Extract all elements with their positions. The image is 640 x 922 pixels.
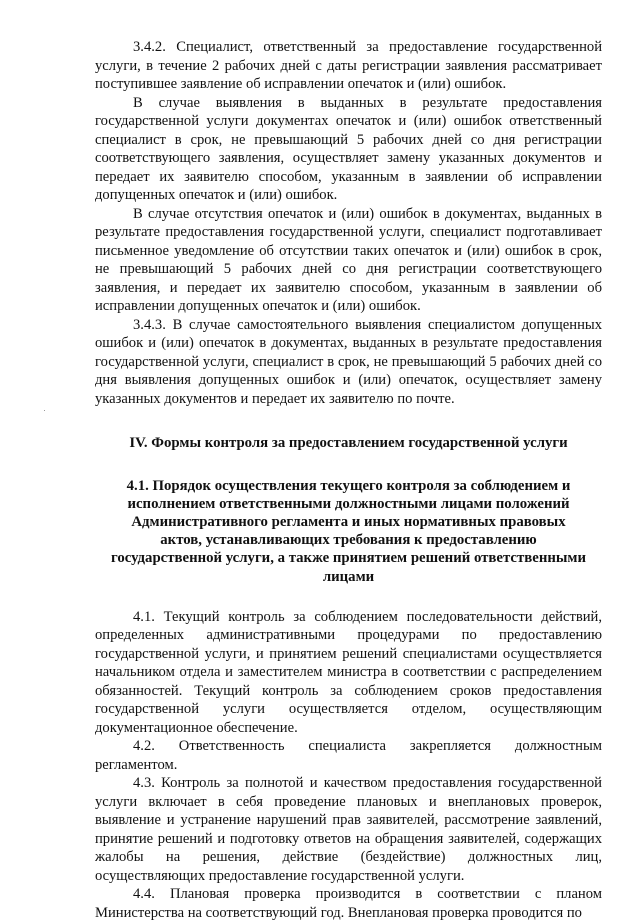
margin-mark [44, 410, 45, 411]
paragraph-4-4: 4.4. Плановая проверка производится в соответствии с планом Министерства на соответствующий год. Внеплановая проверка проводится по [95, 886, 602, 921]
section-title: IV. Формы контроля за предоставлением государственной услуги [129, 435, 568, 451]
paragraph-3-4-2: 3.4.2. Специалист, ответственный за предоставление государственной услуги, в течение 2 рабочих дней с даты регистрации заявления рассматривает поступившее заявление об исправлении опечаток и (или) ошибок. [95, 39, 602, 92]
paragraph-4-3: 4.3. Контроль за полнотой и качеством предоставления государственной услуги включает в себя проведение плановых и внеплановых проверок, выявление и устранение нарушений прав заявителей, рассмотрение заявлений, принятие решений и подготовку ответов на обращения заявителей, содержащих жалобы на решения, действие (бездействие) должностных лиц, осуществляющих предоставление государственной услуги. [95, 775, 602, 884]
paragraph-4-2: 4.2. Ответственность специалиста закрепляется должностным регламентом. [95, 738, 602, 773]
subsection-title: 4.1. Порядок осуществления текущего контроля за соблюдением и исполнением ответственными должностными лицами положений Административного регламента и иных нормативных правовых актов, устанавливающих требования к предоставлению государственной услуги, а также принятием решений ответственными лицами [110, 477, 587, 585]
paragraph-3-4-3: 3.4.3. В случае самостоятельного выявления специалистом допущенных ошибок и (или) опечаток в документах, выданных в результате предоставления государственной услуги, специалист в срок, не превышающий 5 рабочих дней со дня выявления допущенных ошибок и (или) опечаток, осуществляет замену указанных документов и передает их заявителю по почте. [95, 316, 602, 407]
paragraph-4-1: 4.1. Текущий контроль за соблюдением последовательности действий, определенных административными процедурами по предоставлению государственной услуги, и принятием решений специалистами осуществляется начальником отдела и заместителем министра в соответствии с распределением обязанностей. Текущий контроль за соблюдением сроков предоставления государственной услуги осуществляется отделом, осуществляющим документационное обеспечение. [95, 608, 602, 736]
paragraph-errors-found: В случае выявления в выданных в результате предоставления государственной услуги документах опечаток и (или) ошибок ответственный специалист в срок, не превышающий 5 рабочих дней со дня регистрации соответствующего заявления, осуществляет замену указанных документов и передает их заявителю способом, указанным в заявлении об исправлении допущенных опечаток и (или) ошибок. [95, 94, 602, 203]
paragraph-no-errors: В случае отсутствия опечаток и (или) ошибок в документах, выданных в результате предоставления государственной услуги, специалист подготавливает письменное уведомление об отсутствии таких опечаток и (или) ошибок в срок, не превышающий 5 рабочих дней со дня регистрации соответствующего заявления, и передает их заявителю способом, указанным в заявлении об исправлении допущенных опечаток и (или) ошибок. [95, 205, 602, 314]
